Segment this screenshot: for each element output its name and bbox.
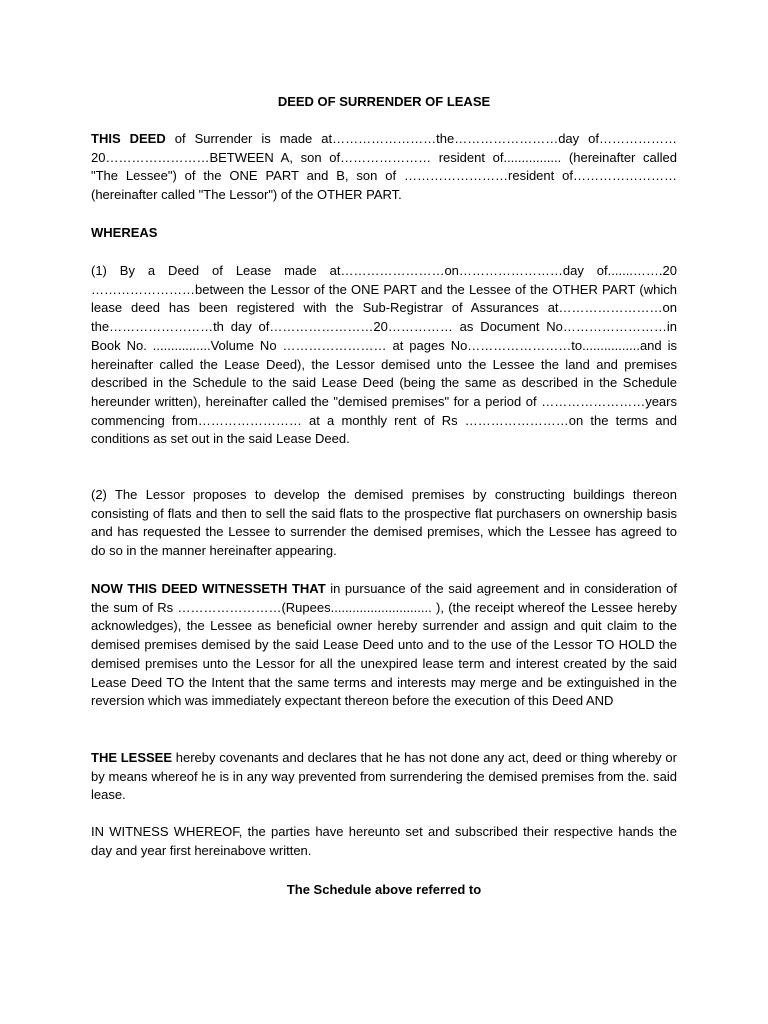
recital-2-paragraph: (2) The Lessor proposes to develop the demised premises by constructing buildings thereon consisting of flats and then to sell the said flats to the prospective flat purchasers on ownership basis and has requested the Lessee to surrender the demised premises, which the Lessee has agreed to do so in the manner hereinafter appearing. [91,487,677,559]
covenant-text: hereby covenants and declares that he has not done any act, deed or thing whereby or by means whereof he is in any way prevented from surrendering the demised premises from the. said lease. [91,750,677,803]
schedule-heading: The Schedule above referred to [286,882,482,897]
witnesseth-text: in pursuance of the said agreement and in consideration of the sum of Rs ……………………(Rupees............................ ), (the receipt whereof the Lessee hereby acknowledges), the Lessee as beneficial owner hereby surrender and assign and quit claim to the demised premises demised by the said Lease Deed unto and to the use of the Lessor TO HOLD the demised premises unto the Lessor for all the unexpired lease term and interest created by the said Lease Deed TO the Intent that the same terms and interests may merge and be extinguished in the reversion which was immediately expectant thereon before the execution of this Deed AND [91,581,677,709]
witnesseth-paragraph [91,580,677,711]
recital-1-paragraph: (1) By a Deed of Lease made at……………………on……………………day of.......…….20 ……………………between the Lessor of the ONE PART and the Lessee of the OTHER PART (which lease deed has been registered with the Sub-Registrar of Assurances at……………………on the……………………th day of……………………20…………… as Document No……………………in Book No. ................Volume No …………………… at pages No……………………to................and is hereinafter called the Lease Deed), the Lessor demised unto the Lessee the land and premises described in the Schedule to the said Lease Deed (being the same as described in the Schedule hereunder written), hereinafter called the "demised premises" for a period of ……………………years commencing from…………………… at a monthly rent of Rs ……………………on the terms and conditions as set out in the said Lease Deed. [91,263,677,447]
witnesseth-lead: NOW THIS DEED WITNESSETH THAT [91,581,326,596]
covenant-lead: THE LESSEE [91,750,173,765]
intro-paragraph [91,130,677,205]
in-witness-paragraph: IN WITNESS WHEREOF, the parties have hereunto set and subscribed their respective hands the day and year first hereinabove written. [91,824,677,858]
intro-text: of Surrender is made at……………………the……………………day of……………… 20……………………BETWEEN A, son of………………… resident of................ (hereinafter called "The Lessee") of the ONE PART and B, son of ……………………resident of……………………(hereinafter called "The Lessor") of the OTHER PART. [91,131,677,203]
whereas-heading: WHEREAS [91,225,158,240]
intro-lead: THIS DEED [91,131,166,146]
covenant-paragraph [91,749,677,805]
document-title: DEED OF SURRENDER OF LEASE [277,94,491,109]
